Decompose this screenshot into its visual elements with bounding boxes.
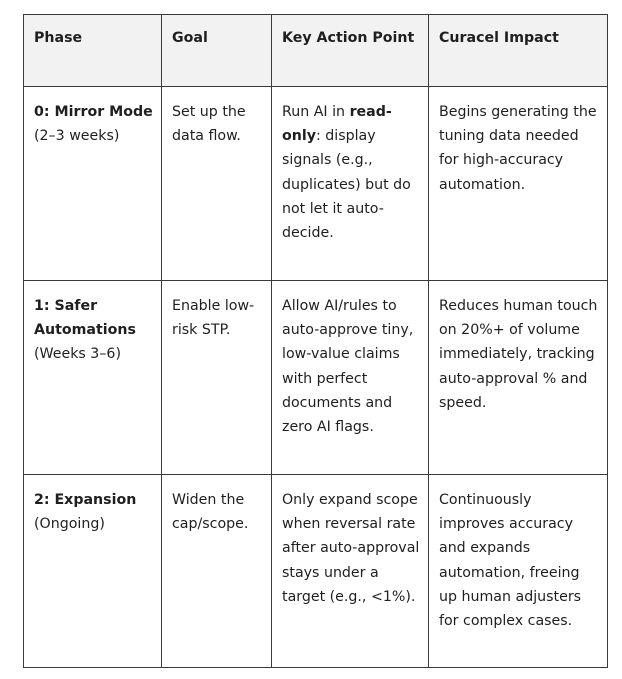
header-goal: Goal — [162, 15, 272, 87]
phase-title: 1: Safer Automations — [34, 298, 136, 339]
impact-cell: Begins generating the tuning data needed for high-accuracy automation. — [429, 87, 608, 281]
action-cell — [272, 87, 429, 281]
phase-duration: (Weeks 3–6) — [34, 346, 121, 363]
phase-cell — [24, 87, 162, 281]
action-text: Run AI in — [282, 104, 350, 120]
goal-cell: Enable low-risk STP. — [162, 281, 272, 475]
header-curacel-impact: Curacel Impact — [429, 15, 608, 87]
table-row — [24, 475, 608, 668]
action-cell: Allow AI/rules to auto-approve tiny, low-value claims with perfect documents and zero AI flags. — [272, 281, 429, 475]
table-row — [24, 281, 608, 475]
phase-title: 2: Expansion — [34, 492, 137, 508]
phase-table — [23, 14, 608, 668]
header-row — [24, 15, 608, 87]
phase-duration: (2–3 weeks) — [34, 128, 120, 145]
impact-cell: Continuously improves accuracy and expands automation, freeing up human adjusters for complex cases. — [429, 475, 608, 668]
phase-cell — [24, 475, 162, 668]
header-phase: Phase — [24, 15, 162, 87]
action-cell: Only expand scope when reversal rate after auto-approval stays under a target (e.g., <1%). — [272, 475, 429, 668]
action-bold-text: read-only — [282, 104, 392, 145]
table-row — [24, 87, 608, 281]
phase-duration: (Ongoing) — [34, 516, 105, 533]
action-text-rest: : display signals (e.g., duplicates) but do not let it auto-decide. — [282, 128, 411, 242]
header-key-action-point: Key Action Point — [272, 15, 429, 87]
goal-cell: Set up the data flow. — [162, 87, 272, 281]
phase-title: 0: Mirror Mode — [34, 104, 153, 120]
impact-cell: Reduces human touch on 20%+ of volume immediately, tracking auto-approval % and speed. — [429, 281, 608, 475]
goal-cell: Widen the cap/scope. — [162, 475, 272, 668]
phase-cell — [24, 281, 162, 475]
